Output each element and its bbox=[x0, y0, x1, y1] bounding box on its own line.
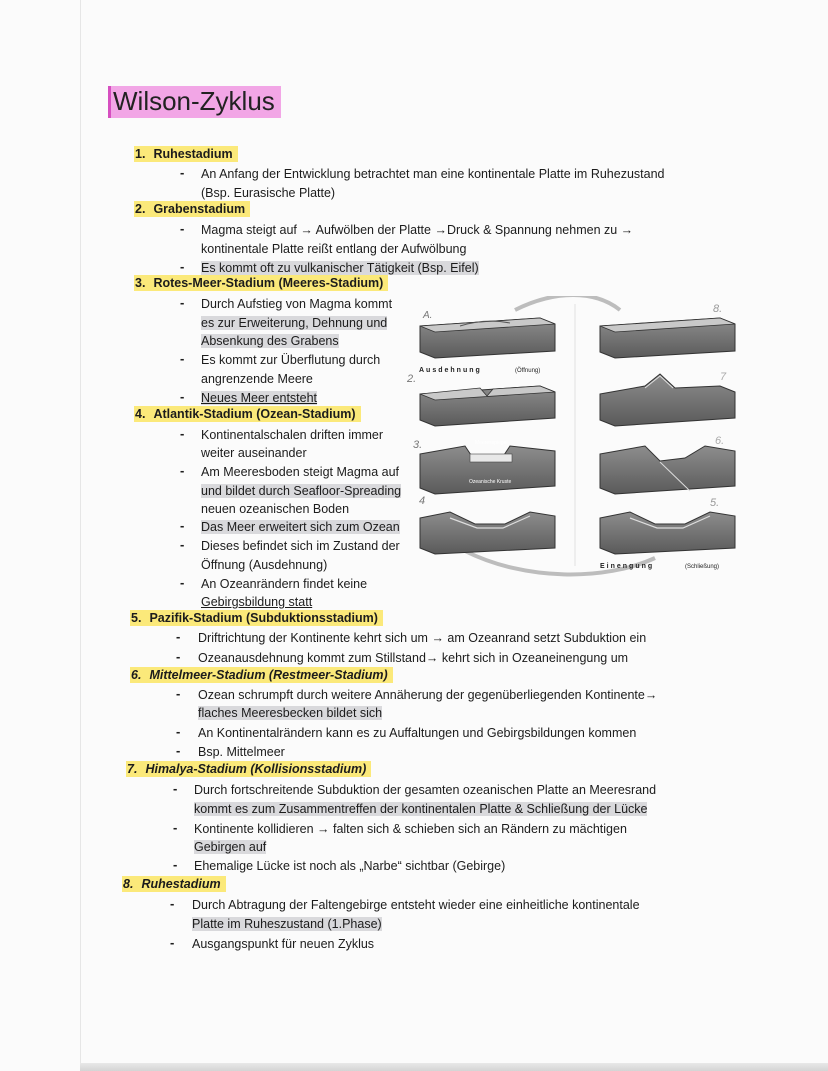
bullet-line bbox=[194, 800, 647, 818]
stage-heading-4 bbox=[134, 407, 361, 421]
highlighted-text: Es kommt oft zu vulkanischer Tätigkeit (Bsp. Eifel) bbox=[201, 261, 479, 275]
page-edge bbox=[80, 0, 81, 1071]
stage-heading-3 bbox=[134, 276, 388, 290]
bullet-line: Ozean schrumpft durch weitere Annäherung der gegenüberliegenden Kontinente→ bbox=[198, 688, 658, 702]
block-7 bbox=[600, 374, 735, 426]
page-bottom-shadow bbox=[80, 1063, 828, 1071]
stage-number: 5. bbox=[131, 611, 142, 625]
marker-4: 4 bbox=[419, 495, 426, 507]
bullet-line bbox=[192, 915, 382, 933]
stage-label: Ruhestadium bbox=[153, 147, 233, 161]
stage-label: Mittelmeer-Stadium (Restmeer-Stadium) bbox=[149, 668, 388, 682]
stage-label: Grabenstadium bbox=[153, 202, 246, 216]
stage-label: Pazifik-Stadium (Subduktionsstadium) bbox=[149, 611, 378, 625]
cycle-arc-top bbox=[515, 296, 620, 310]
bullet-line: Kontinente kollidieren → falten sich & schieben sich an Rändern zu mächtigen bbox=[194, 822, 627, 836]
stage-heading-6 bbox=[130, 668, 393, 682]
bullet-line: Durch Aufstieg von Magma kommt bbox=[201, 297, 393, 311]
highlighted-text: Gebirgen auf bbox=[194, 840, 267, 854]
marker-2: 2. bbox=[407, 373, 417, 385]
stage-heading-2 bbox=[134, 202, 250, 216]
bullet-line bbox=[201, 593, 312, 611]
block-3 bbox=[420, 446, 555, 494]
label-meeresspiegel: Meeresspiegel bbox=[475, 440, 508, 446]
block-6 bbox=[600, 446, 735, 494]
stage-number: 4. bbox=[135, 407, 146, 421]
bullet-line: Kontinentalschalen driften immer bbox=[201, 428, 384, 442]
stage-heading-1 bbox=[134, 147, 238, 161]
block-2 bbox=[420, 386, 555, 426]
bullet-line: angrenzende Meere bbox=[201, 372, 313, 386]
stage-number: 8. bbox=[123, 877, 134, 891]
highlighted-text: es zur Erweiterung, Dehnung und bbox=[201, 316, 388, 330]
bullet-line: An Ozeanrändern findet keine bbox=[201, 577, 368, 591]
marker-a: A. bbox=[423, 310, 433, 321]
marker-6: 6. bbox=[715, 435, 725, 447]
highlighted-text: kommt es zum Zusammentreffen der kontinentalen Platte & Schließung der Lücke bbox=[194, 802, 648, 816]
bullet-line bbox=[201, 389, 317, 407]
title-text: Wilson-Zyklus bbox=[108, 86, 281, 118]
bullet-line bbox=[201, 518, 400, 536]
stage-label: Himalya-Stadium (Kollisionsstadium) bbox=[145, 762, 367, 776]
stage-number: 3. bbox=[135, 276, 146, 290]
label-oeffnung: (Öffnung) bbox=[515, 368, 541, 374]
bullet-line bbox=[194, 838, 266, 856]
bullet-line: (Bsp. Eurasische Platte) bbox=[201, 186, 336, 200]
bullet-line: Ozeanausdehnung kommt zum Stillstand→ kehrt sich in Ozeaneinengung um bbox=[198, 651, 629, 665]
highlighted-text: und bildet durch Seafloor-Spreading bbox=[201, 484, 402, 498]
stage-number: 6. bbox=[131, 668, 142, 682]
stage-label: Atlantik-Stadium (Ozean-Stadium) bbox=[153, 407, 356, 421]
highlighted-text: Platte im Ruheszustand (1.Phase) bbox=[192, 917, 382, 931]
highlighted-text: Neues Meer entsteht bbox=[201, 391, 318, 405]
bullet-line: An Kontinentalrändern kann es zu Auffaltungen und Gebirgsbildungen kommen bbox=[198, 726, 637, 740]
highlighted-text: Das Meer erweitert sich zum Ozean bbox=[201, 520, 400, 534]
marker-8: 8. bbox=[713, 303, 723, 315]
marker-3: 3. bbox=[413, 439, 423, 451]
stage-heading-5 bbox=[130, 611, 383, 625]
bullet-line: Ausgangspunkt für neuen Zyklus bbox=[192, 937, 375, 951]
bullet-line: Magma steigt auf → Aufwölben der Platte →Druck & Spannung nehmen zu → bbox=[201, 223, 634, 237]
stage-number: 7. bbox=[127, 762, 138, 776]
bullet-line: Es kommt zur Überflutung durch bbox=[201, 353, 381, 367]
bullet-line: neuen ozeanischen Boden bbox=[201, 502, 350, 516]
bullet-line: Öffnung (Ausdehnung) bbox=[201, 558, 328, 572]
marker-7: 7 bbox=[720, 371, 727, 383]
highlighted-text: Absenkung des Grabens bbox=[201, 334, 339, 348]
marker-5: 5. bbox=[710, 497, 720, 509]
label-einengung: Einengung bbox=[600, 563, 655, 570]
bullet-line: Bsp. Mittelmeer bbox=[198, 745, 285, 759]
bullet-line bbox=[198, 704, 382, 722]
document-page: Wilson-Zyklus 1. Ruhestadium - An Anfang der Entwicklung betrachtet man eine kontinentale Platte im Ruhezustand (Bsp. Eurasische Platte) 2. Grabenstadium - Magma steigt auf → Aufwölben der Platte →Druck & Spannung nehmen zu → kontinentale Platte reißt entlang der Aufwölbung - Es kommt oft zu vulkanischer Tätigkeit (Bsp. Eifel) 3. Rotes-Meer-Stadium (Meeres-Stadium) - Durch Aufstieg von Magma kommt es zur Erweiterung, Dehnung und Absenkung des Grabens - Es kommt zur Überflutung durch angrenzende Meere - Neues Meer entsteht 4. Atlantik-Stadium (Ozean-Stadium) - Kontinentalschalen driften immer weiter auseinander - Am Meeresboden steigt Magma auf und bildet durch Seafloor-Spreading neuen ozeanischen Boden - Das Meer erweitert sich zum Ozean - Dieses befindet sich im Zustand der Öffnung (Ausdehnung) - An Ozeanrändern findet keine Gebirgsbildung statt Ausdehnung (Öffnung) Meeresspiegel Ozeanische Kruste Einengung (Schließung) A. 2. 3. 4 5. 6. 7 8. 5. Pazifik-Stadium (Subduktionsstadium) - Driftrichtung der Kontinente kehrt sich um → am Ozeanrand setzt Subduktion ein - Ozeanausdehnung kommt zum Stillstand→ kehrt sich in Ozeaneinengung um 6. Mittelmeer-Stadium (Restmeer-Stadium) - Ozean schrumpft durch weitere Annäherung der gegenüberliegenden Kontinente→ flaches Meeresbecken bildet sich - An Kontinentalrändern kann es zu Auffaltungen und Gebirgsbildungen kommen - Bsp. Mittelmeer 7. Himalya-Stadium (Kollisionsstadium) - Durch fortschreitende Subduktion der gesamten ozeanischen Platte an Meeresrand kommt es zum Zusammentreffen der kontinentalen Platte & Schließung der Lücke - Kontinente kollidieren → falten sich & schieben sich an Rändern zu mächtigen Gebirgen auf - Ehemalige Lücke ist noch als „Narbe“ sichtbar (Gebirge) 8. Ruhestadium - Durch Abtragung der Faltengebirge entsteht wieder eine einheitliche kontinentale Platte im Ruheszustand (1.Phase) - Ausgangspunkt für neuen Zyklus bbox=[0, 0, 828, 1071]
block-1 bbox=[420, 318, 555, 358]
bullet-line bbox=[201, 332, 339, 350]
label-ausdehnung: Ausdehnung bbox=[419, 367, 482, 374]
bullet-line: Am Meeresboden steigt Magma auf bbox=[201, 465, 400, 479]
bullet-line bbox=[201, 314, 387, 332]
bullet-line: An Anfang der Entwicklung betrachtet man eine kontinentale Platte im Ruhezustand bbox=[201, 167, 665, 181]
block-8 bbox=[600, 318, 735, 358]
bullet-line: Dieses befindet sich im Zustand der bbox=[201, 539, 400, 553]
stage-number: 1. bbox=[135, 147, 146, 161]
label-ozeanische-kruste: Ozeanische Kruste bbox=[469, 479, 512, 485]
bullet-line: kontinentale Platte reißt entlang der Aufwölbung bbox=[201, 242, 467, 256]
bullet-line: Durch fortschreitende Subduktion der gesamten ozeanischen Platte an Meeresrand bbox=[194, 783, 657, 797]
stage-label: Rotes-Meer-Stadium (Meeres-Stadium) bbox=[153, 276, 384, 290]
page-title bbox=[108, 86, 281, 117]
stage-heading-8 bbox=[122, 877, 226, 891]
bullet-line: Ehemalige Lücke ist noch als „Narbe“ sichtbar (Gebirge) bbox=[194, 859, 506, 873]
bullet-line: Durch Abtragung der Faltengebirge entsteht wieder eine einheitliche kontinentale bbox=[192, 898, 640, 912]
bullet-line: Driftrichtung der Kontinente kehrt sich um → am Ozeanrand setzt Subduktion ein bbox=[198, 631, 647, 645]
stage-label: Ruhestadium bbox=[141, 877, 221, 891]
bullet-line bbox=[201, 482, 401, 500]
wilson-cycle-diagram bbox=[405, 296, 745, 586]
highlighted-text: flaches Meeresbecken bildet sich bbox=[198, 706, 383, 720]
block-4 bbox=[420, 512, 555, 554]
underlined-text: Gebirgsbildung statt bbox=[201, 595, 313, 609]
block-5 bbox=[600, 512, 735, 554]
bullet-line: weiter auseinander bbox=[201, 446, 307, 460]
stage-number: 2. bbox=[135, 202, 146, 216]
stage-heading-7 bbox=[126, 762, 371, 776]
label-schliessung: (Schließung) bbox=[685, 564, 720, 570]
